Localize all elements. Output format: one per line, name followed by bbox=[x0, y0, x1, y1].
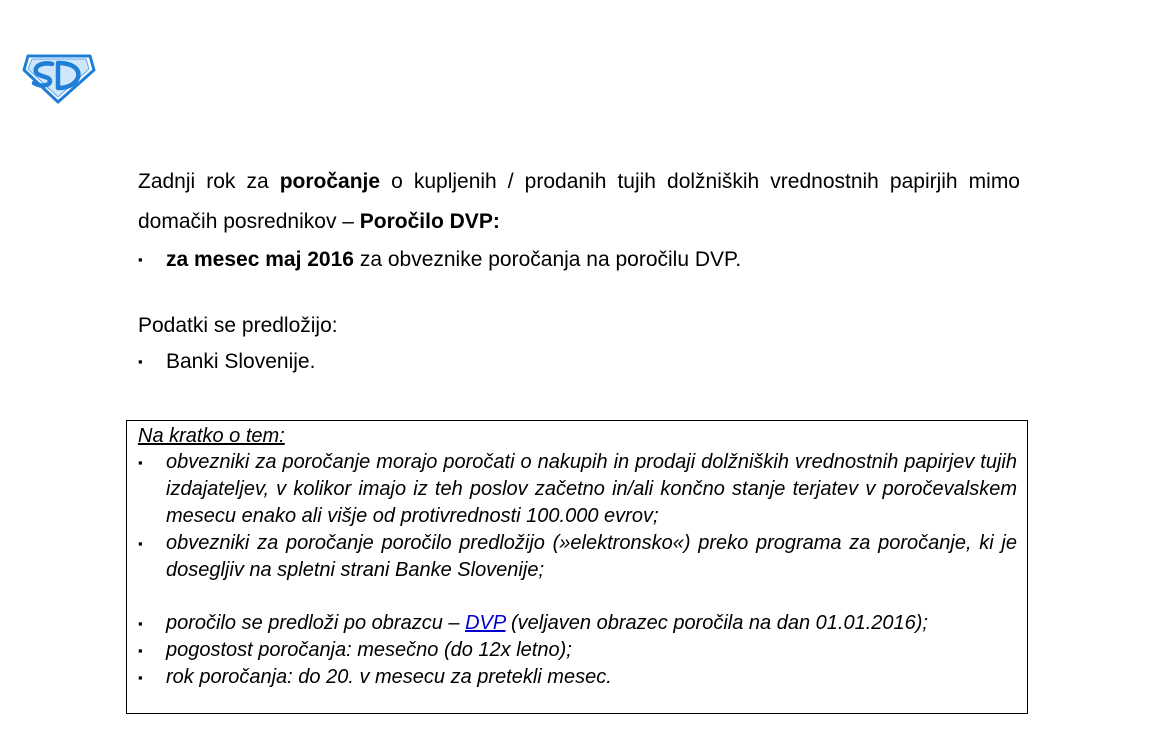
intro-report-name: Poročilo DVP: bbox=[359, 210, 500, 233]
summary-item bbox=[138, 530, 1017, 584]
bullet-icon: ▪ bbox=[138, 616, 143, 631]
submit-bullet bbox=[138, 344, 1020, 380]
bullet-icon: ▪ bbox=[138, 670, 143, 685]
summary-item bbox=[138, 610, 1017, 637]
intro-bold-word: poročanje bbox=[279, 170, 381, 193]
summary-item-text: obvezniki za poročanje poročilo predložijo (»elektronsko«) preko programa za poročanje, ki je dosegljiv na spletni strani Banke Slovenije; bbox=[166, 532, 1017, 581]
summary-item-text: poročilo se predloži po obrazcu – bbox=[166, 612, 466, 634]
deadline-text: za obveznike poročanja na poročilu DVP. bbox=[353, 248, 742, 271]
bullet-icon: ▪ bbox=[138, 536, 143, 551]
summary-item-text: rok poročanja: do 20. v mesecu za pretekli mesec. bbox=[166, 666, 612, 688]
bullet-icon: ▪ bbox=[138, 252, 143, 267]
submit-heading: Podatki se predložijo: bbox=[138, 314, 338, 337]
main-content bbox=[138, 162, 1020, 380]
deadline-month: za mesec maj 2016 bbox=[166, 248, 354, 271]
bullet-icon: ▪ bbox=[138, 354, 143, 369]
summary-item-text: (veljaven obrazec poročila na dan 01.01.2016); bbox=[505, 612, 928, 634]
dvp-form-link[interactable]: DVP bbox=[465, 612, 506, 634]
intro-text-continued: o kupljenih / prodanih tujih dolžniških vrednostnih papirjih mimo domačih posrednikov – bbox=[138, 170, 1020, 233]
submit-recipient: Banki Slovenije. bbox=[166, 350, 316, 373]
summary-item-text: obvezniki za poročanje morajo poročati o nakupih in prodaji dolžniških vrednostnih papirjev tujih izdajateljev, v kolikor imajo iz teh poslov začetno in/ali končno stanje terjatev v poročevalskem mesecu enako ali višje od protivrednosti 100.000 evrov; bbox=[166, 451, 1017, 527]
summary-item bbox=[138, 637, 1017, 664]
summary-item bbox=[138, 449, 1017, 530]
summary-title: Na kratko o tem: bbox=[138, 425, 285, 447]
summary-item-text: pogostost poročanja: mesečno (do 12x letno); bbox=[166, 639, 572, 661]
intro-paragraph bbox=[138, 162, 1020, 242]
bullet-icon: ▪ bbox=[138, 643, 143, 658]
bullet-icon: ▪ bbox=[138, 455, 143, 470]
deadline-bullet bbox=[138, 242, 1020, 278]
intro-text: Zadnji rok za bbox=[138, 170, 280, 193]
bank-slovenije-logo-icon bbox=[22, 50, 96, 104]
summary-item bbox=[138, 664, 1017, 691]
summary-box bbox=[126, 420, 1028, 714]
